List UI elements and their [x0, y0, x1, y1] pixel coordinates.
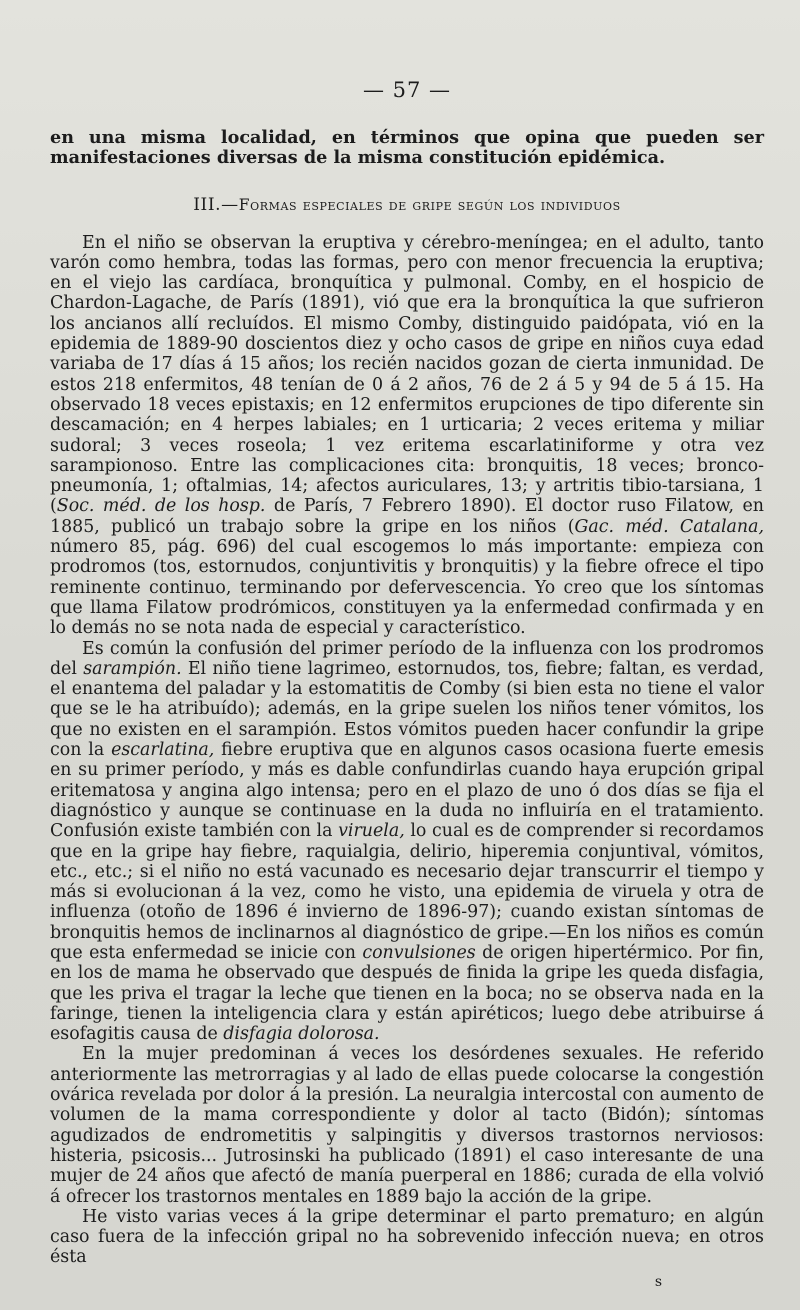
opening-paragraph: en una misma localidad, en términos que opina que pueden ser manifestaciones diversas de la misma constitución epidémica. [50, 127, 764, 169]
text-run: lo cual es de comprender si recordamos que en la gripe hay fiebre, raquialgia, delirio, hiperemia conjuntival, vómitos, etc., etc.; si el niño no está vacunado es necesario dejar transcurrir el tiempo y más si evolucionan á la vez, como he visto, una epidemia de viruela y otra de influenza (otoño de 1896 é invierno de 1896-97); cuando existan síntomas de bronquitis hemos de inclinarnos al diagnóstico de gripe.—En los niños es común que esta enfermedad se inicie con [50, 821, 764, 963]
text-run: El niño tiene lagrimeo, estornudos, tos, fiebre; faltan, es verdad, el enantema del paladar y la estomatitis de Comby (si bien esta no tiene el valor que se le ha atribuído); además, en la gripe suelen los niños tener vómitos, los que no existen en el sarampión. Estos vómitos pueden hacer confundir la gripe con la [50, 658, 765, 761]
body-paragraph [50, 1044, 764, 1206]
text-run: En la mujer predominan á veces los desórdenes sexuales. He referido anteriormente las metrorragias y al lado de ellas puede colocarse la congestión ovárica revelada por dolor á la presión. La neuralgia intercostal con aumento de volumen de la mama correspondiente y dolor al tacto (Bidón); síntomas agudizados de endrometitis y salpingitis y diversos trastornos nerviosos: histeria, psicosis... Jutrosinski ha publicado (1891) el caso interesante de una mujer de 24 años que afectó de manía puerperal en 1886; curada de ella volvió á ofrecer los trastornos mentales en 1889 bajo la acción de la gripe. [50, 1044, 764, 1207]
body-paragraph [50, 639, 764, 1045]
italic-text: sarampión. [83, 658, 182, 679]
section-number: III.— [193, 194, 239, 215]
text-run: fiebre eruptiva que en algunos casos ocasiona fuerte emesis en su primer período, y más es dable confundirlas cuando haya erupción gripal eritematosa y angina algo intensa; pero en el plazo de uno ó dos días se fija el diagnóstico y aunque se continuase en la duda no influiría en el tratamiento. Confusión existe también con la [50, 740, 764, 842]
italic-text: Soc. méd. de los hosp. [56, 496, 266, 517]
italic-text: Gac. méd. Catalana, [574, 516, 764, 537]
body-paragraph [50, 1207, 764, 1268]
text-run: He visto varias veces á la gripe determinar el parto prematuro; en algún caso fuera de la infección gripal no ha sobrevenido infección nueva; en otros ésta [50, 1206, 764, 1268]
italic-text: disfagia dolorosa. [223, 1024, 380, 1045]
italic-text: viruela, [338, 821, 405, 842]
text-run: En el niño se observan la eruptiva y cérebro-meníngea; en el adulto, tanto varón como hembra, todas las formas, pero con menor frecuencia la eruptiva; en el viejo las cardíaca, bronquítica y pulmonal. Comby, en el hospicio de Chardon-Lagache, de París (1891), vió que era la bronquítica la que sufrieron los ancianos allí recluídos. El mismo Comby, distinguido paidópata, vió en la epidemia de 1889-90 doscientos diez y ocho casos de gripe en niños cuya edad variaba de 17 días á 15 años; los recién nacidos gozan de cierta inmunidad. De estos 218 enfermitos, 48 tenían de 0 á 2 años, 76 de 2 á 5 y 94 de 5 á 15. Ha observado 18 veces epistaxis; en 12 enfermitos erupciones de tipo diferente sin descamación; en 4 herpes labiales; en 1 urticaria; 2 veces eritema y miliar sudoral; 3 veces roseola; 1 vez eritema escarlatiniforme y otra vez sarampionoso. Entre las complicaciones cita: bronquitis, 18 veces; bronco-pneumonía, 1; oftalmias, 14; afectos auriculares, 13; y artritis tibio-tarsiana, 1 ( [50, 232, 764, 517]
text-run: de París, 7 Febrero 1890). El doctor ruso Filatow, en 1885, publicó un trabajo sobre la gripe en los niños ( [50, 496, 764, 537]
text-run: Es común la confusión del primer período de la influenza con los prodromos del [50, 638, 764, 679]
signature-mark: s [654, 1274, 662, 1290]
text-run: número 85, pág. 696) del cual escogemos lo más importante: empieza con prodromos (tos, estornudos, conjuntivitis y bronquitis) y la fiebre ofrece el tipo reminente continuo, terminando por defervescencia. Yo creo que los síntomas que llama Filatow prodrómicos, constituyen ya la enfermedad confirmada y en lo demás no se nota nada de especial y característico. [50, 537, 764, 639]
section-title: Formas especiales de gripe según los individuos [238, 195, 621, 214]
italic-text: escarlatina, [111, 740, 215, 761]
section-heading [50, 195, 764, 215]
text-run: de origen hipertérmico. Por fin, en los de mama he observado que después de finida la gripe les queda disfagia, que les priva el tragar la leche que tienen en la boca; no se observa nada en la faringe, tienen la inteligencia clara y están apiréticos; luego debe atribuirse á esofagitis causa de [50, 942, 765, 1045]
italic-text: convulsiones [362, 942, 476, 963]
page-number: — 57 — [362, 78, 452, 102]
body-paragraph [50, 233, 764, 639]
